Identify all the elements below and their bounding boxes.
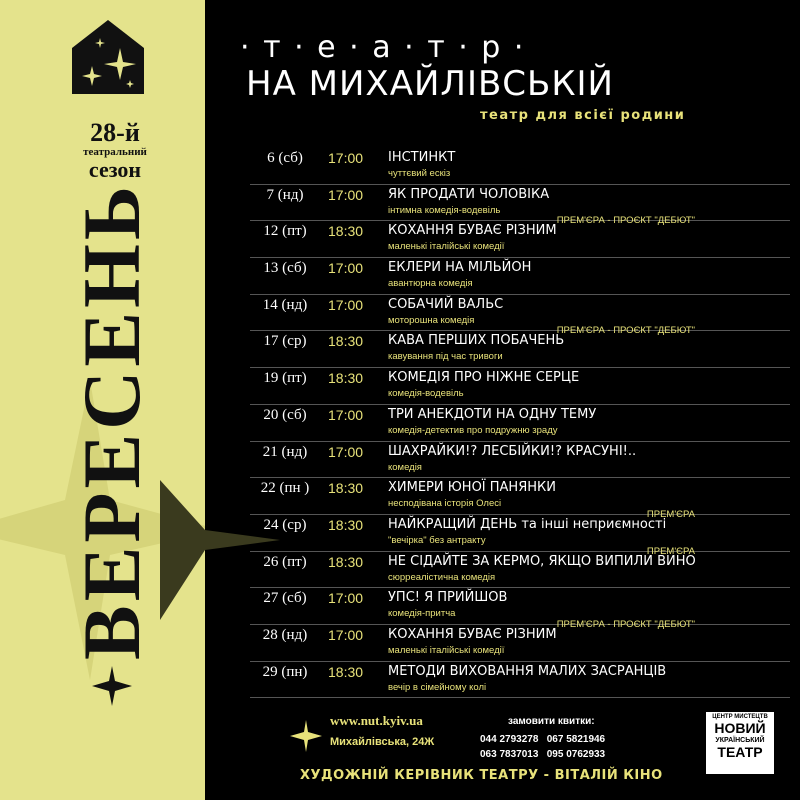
show-genre: кавування під час тривоги (388, 351, 503, 363)
show-title: МЕТОДИ ВИХОВАННЯ МАЛИХ ЗАСРАНЦІВ (388, 663, 667, 679)
month-text: ВЕРЕСЕНЬ (66, 181, 157, 660)
show-date: 21 (нд) (262, 443, 308, 460)
show-genre: сюрреалістична комедія (388, 571, 496, 583)
show-date: 20 (сб) (263, 406, 307, 423)
show-title: СОБАЧИЙ ВАЛЬС (388, 296, 504, 312)
schedule-row[interactable] (250, 215, 790, 258)
show-title: КАВА ПЕРШИХ ПОБАЧЕНЬ (388, 333, 565, 349)
show-genre: комедія-водевіль (388, 388, 464, 400)
header-subtitle: театр для всієї родини (480, 108, 686, 123)
show-time: 17:00 (328, 406, 364, 423)
show-title: ШАХРАЙКИ!? ЛЕСБІЙКИ!? КРАСУНІ!.. (388, 443, 637, 459)
schedule-list (250, 148, 790, 698)
schedule-row[interactable] (250, 478, 790, 515)
schedule-row[interactable] (250, 618, 790, 662)
show-date: 26 (пт) (263, 553, 307, 570)
show-genre: комедія (388, 461, 422, 473)
phones-line-2[interactable]: 063 7837013 095 0762933 (480, 749, 606, 760)
show-date: 7 (нд) (266, 186, 304, 203)
house-logo-icon (70, 18, 146, 96)
show-date: 28 (нд) (262, 626, 308, 643)
show-time: 18:30 (328, 480, 364, 497)
show-time: 18:30 (328, 223, 364, 240)
month-heading (66, 100, 157, 660)
show-time: 18:30 (328, 553, 364, 570)
show-genre: вечір в сімейному колі (388, 681, 487, 693)
director-credit: ХУДОЖНІЙ КЕРІВНИК ТЕАТРУ - ВІТАЛІЙ КІНО (300, 768, 663, 783)
show-title: КОХАННЯ БУВАЄ РІЗНИМ (388, 626, 557, 642)
show-genre: маленькі італійські комедії (388, 644, 505, 656)
show-genre: авантюрна комедія (388, 278, 473, 290)
show-time: 17:00 (328, 186, 364, 203)
show-time: 18:30 (328, 370, 364, 387)
show-genre: несподівана історія Олесі (388, 498, 502, 510)
premiere-label: ПРЕМ'ЄРА - ПРОЄКТ "ДЕБЮТ" (556, 618, 695, 630)
show-date: 19 (пт) (263, 370, 307, 387)
season-small-label: театральний (83, 146, 147, 158)
show-date: 24 (ср) (263, 516, 307, 533)
footer-star-icon (290, 720, 322, 752)
show-date: 13 (сб) (263, 260, 307, 277)
season-word: сезон (88, 157, 142, 182)
show-time: 18:30 (328, 333, 364, 350)
logo-mid2-text: УКРАЇНСЬКИЙ (715, 737, 765, 744)
show-genre: комедія-детектив про подружню зраду (388, 424, 558, 436)
show-time: 18:30 (328, 663, 364, 680)
show-title: УПС! Я ПРИЙШОВ (388, 590, 508, 606)
logo-bottom-text: ТЕАТР (717, 744, 763, 760)
phones-line-1[interactable]: 044 2793278 067 5821946 (480, 734, 606, 745)
premiere-label: ПРЕМ'ЄРА - ПРОЄКТ "ДЕБЮТ" (556, 215, 695, 227)
small-star-icon (92, 666, 132, 706)
schedule-row[interactable] (250, 442, 790, 479)
address-text: Михайлівська, 24Ж (330, 736, 435, 748)
premiere-label: ПРЕМ'ЄРА (646, 545, 695, 557)
show-genre: комедія-притча (388, 608, 456, 620)
show-time: 17:00 (328, 590, 364, 607)
website-link[interactable]: www.nut.kyiv.ua (330, 713, 423, 728)
schedule-row[interactable] (250, 148, 790, 185)
header-teatr: · т · е · а · т · р · (240, 30, 526, 65)
show-genre: моторошна комедія (388, 314, 475, 326)
schedule-row[interactable] (250, 325, 790, 368)
show-title: НАЙКРАЩИЙ ДЕНЬ та інші неприємності (388, 516, 667, 532)
schedule-row[interactable] (250, 588, 790, 625)
schedule-row[interactable] (250, 295, 790, 332)
left-panel (0, 0, 205, 800)
show-date: 6 (сб) (267, 150, 303, 166)
season-number: 28-й (90, 118, 140, 147)
show-genre: інтимна комедія-водевіль (388, 204, 501, 216)
show-title: ТРИ АНЕКДОТИ НА ОДНУ ТЕМУ (388, 406, 597, 422)
show-title: ХИМЕРИ ЮНОЇ ПАНЯНКИ (388, 480, 556, 496)
show-date: 14 (нд) (262, 296, 308, 313)
show-title: КОМЕДІЯ ПРО НІЖНЕ СЕРЦЕ (388, 370, 580, 386)
logo-mid-text: НОВИЙ (714, 720, 766, 736)
page-title: НА МИХАЙЛІВСЬКІЙ (246, 64, 614, 104)
show-genre: "вечірка" без антракту (388, 534, 486, 546)
show-date: 27 (сб) (263, 590, 307, 607)
schedule-row[interactable] (250, 662, 790, 699)
show-title: ЯК ПРОДАТИ ЧОЛОВІКА (388, 186, 550, 202)
tickets-phones (480, 732, 650, 762)
theatre-logo (706, 712, 774, 774)
schedule-row[interactable] (250, 545, 790, 589)
premiere-label: ПРЕМ'ЄРА (646, 508, 695, 520)
show-time: 17:00 (328, 296, 364, 313)
show-time: 18:30 (328, 516, 364, 533)
show-title: НЕ СІДАЙТЕ ЗА КЕРМО, ЯКЩО ВИПИЛИ ВИНО (388, 553, 696, 569)
show-time: 17:00 (328, 260, 364, 277)
logo-top-text: ЦЕНТР МИСТЕЦТВ (712, 714, 768, 720)
tickets-title: замовити квитки: (508, 716, 595, 727)
schedule-row[interactable] (250, 508, 790, 552)
show-time: 17:00 (328, 626, 364, 643)
schedule-row[interactable] (250, 185, 790, 222)
show-title: КОХАННЯ БУВАЄ РІЗНИМ (388, 223, 557, 239)
show-time: 17:00 (328, 443, 364, 460)
schedule-row[interactable] (250, 258, 790, 295)
premiere-label: ПРЕМ'ЄРА - ПРОЄКТ "ДЕБЮТ" (556, 325, 695, 337)
show-date: 29 (пн) (262, 663, 308, 680)
show-genre: чуттєвий ескіз (388, 168, 451, 179)
schedule-row[interactable] (250, 368, 790, 405)
show-genre: маленькі італійські комедії (388, 241, 505, 253)
show-time: 17:00 (328, 150, 364, 166)
show-date: 12 (пт) (263, 223, 307, 240)
show-title: ІНСТИНКТ (388, 150, 456, 165)
show-date: 17 (ср) (263, 333, 307, 350)
schedule-row[interactable] (250, 405, 790, 442)
show-title: ЕКЛЕРИ НА МІЛЬЙОН (388, 260, 532, 276)
show-date: 22 (пн ) (260, 480, 310, 497)
